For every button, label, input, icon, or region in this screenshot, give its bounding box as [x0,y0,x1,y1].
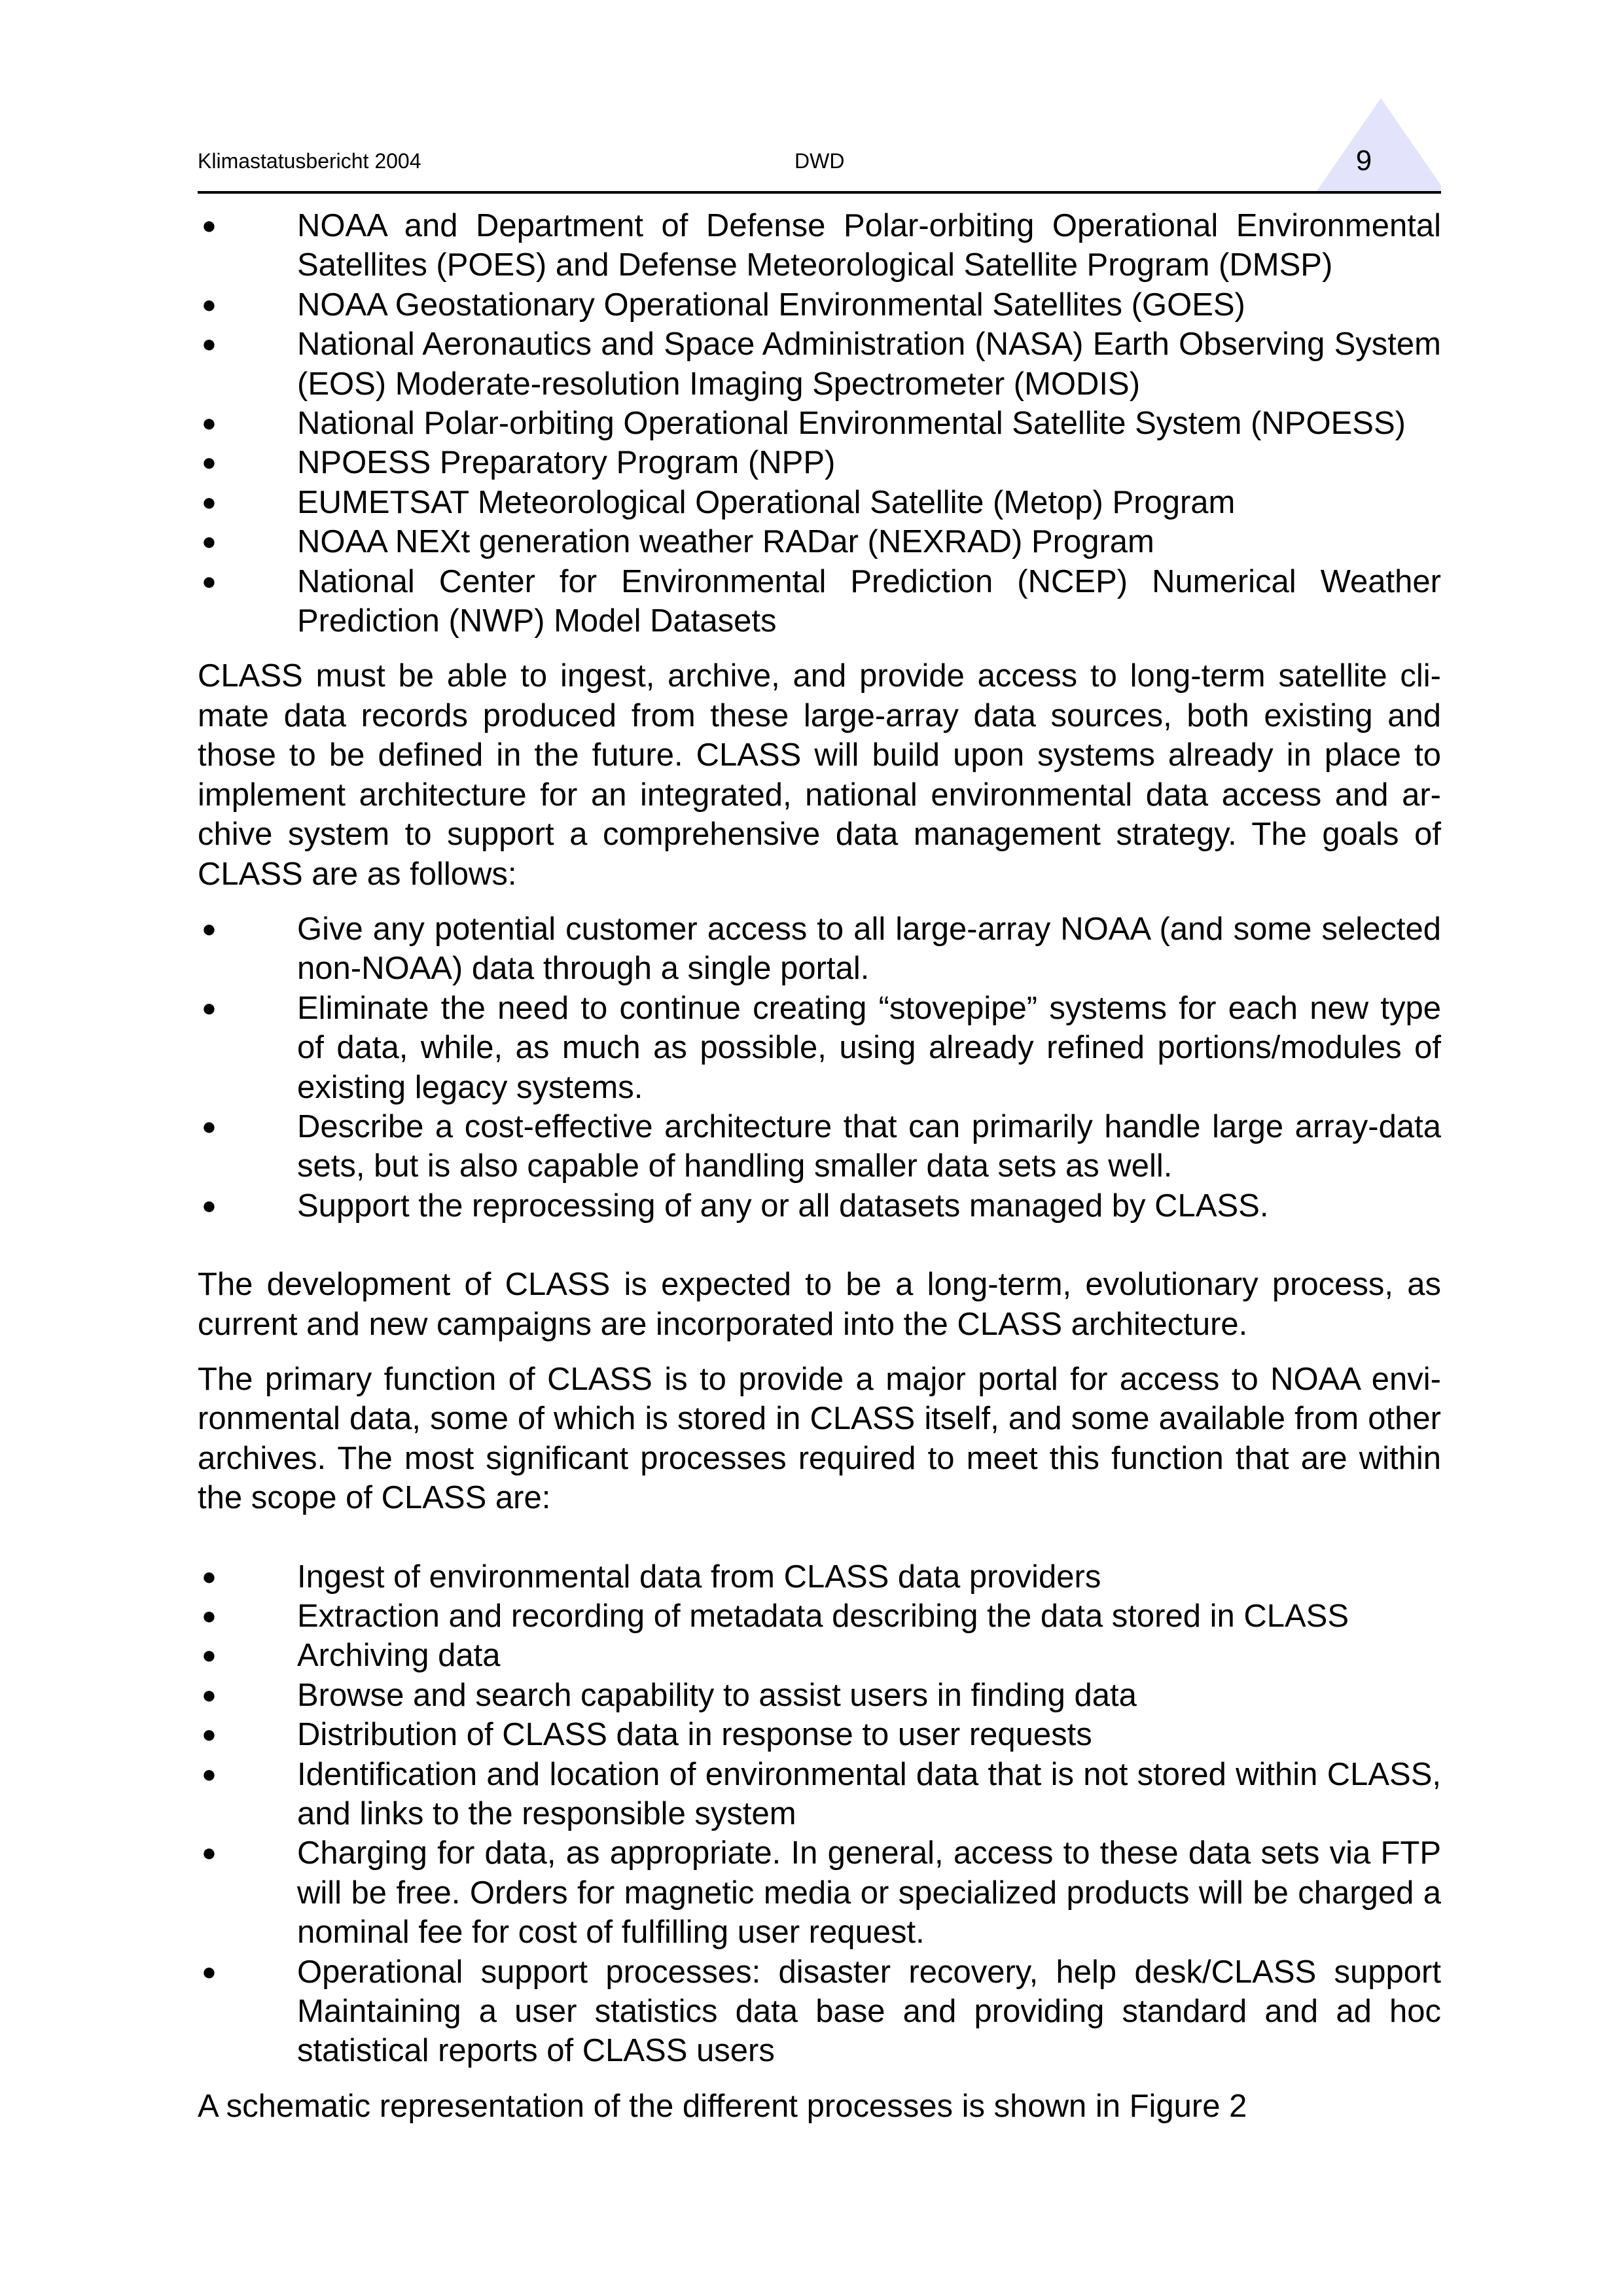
list-item [198,1557,1441,1597]
list-item [198,206,1441,285]
bullet-icon: ● [202,1681,217,1709]
header-report-title: Klimastatusbericht 2004 [198,149,421,173]
list-item-text: National Aeronautics and Space Administration (NASA) Earth Observing System (EOS) Moderate-resolution Imaging Spectrometer (MODIS) [297,327,1441,402]
list-item [198,285,1441,325]
page-content [198,206,1441,2126]
paragraph-class-goals-intro: CLASS must be able to ingest, archive, and provide access to long-term satellite climate data records produced from these large-array data sources, both existing and those to be defined in the future. CLASS will build upon systems already in place to implement architecture for an integrated, national environmental data access and archive system to support a comprehensive data management strategy. The goals of CLASS are as follows: [198,658,1441,892]
bullet-icon: ● [202,1112,217,1140]
list-item-text: NPOESS Preparatory Program (NPP) [297,445,836,481]
bullet-icon: ● [202,488,217,516]
bullet-icon: ● [202,330,217,359]
list-item-text: Support the reprocessing of any or all datasets managed by CLASS. [297,1188,1269,1224]
list-item-text: Identification and location of environmental data that is not stored within CLASS, and links to the responsible system [297,1756,1441,1832]
list-item-text: Archiving data [297,1638,501,1674]
class-goals-list [198,910,1441,1226]
class-processes-list [198,1557,1441,2071]
bullet-icon: ● [202,994,217,1022]
list-item [198,443,1441,482]
paragraph-figure-reference: A schematic representation of the different processes is shown in Figure 2 [198,2088,1247,2124]
list-item-text: EUMETSAT Meteorological Operational Satellite (Metop) Program [297,484,1236,520]
bullet-icon: ● [202,1602,217,1630]
list-item [198,483,1441,522]
list-item [198,1715,1441,1754]
bullet-icon: ● [202,449,217,477]
list-item [198,1676,1441,1715]
list-item-text: Charging for data, as appropriate. In general, access to these data sets via FTP will be free. Orders for magnetic media or specialized products will be charged a nominal fee for cost of fulfilling user request. [297,1835,1441,1951]
list-item [198,989,1441,1107]
list-item-text: National Polar-orbiting Operational Environmental Satellite System (NPOESS) [297,406,1406,442]
bullet-icon: ● [202,567,217,595]
data-sources-list [198,206,1441,641]
list-item-text: Operational support processes: disaster recovery, help desk/CLASS support Maintaining a user statistics data base and providing standard and ad hoc statistical reports of CLASS users [297,1954,1441,2069]
list-item [198,1952,1441,2071]
list-item-text: Eliminate the need to continue creating “stovepipe” systems for each new type of data, while, as much as possible, using already refined portions/modules of existing legacy systems. [297,990,1441,1105]
list-item-text: NOAA NEXt generation weather RADar (NEXRAD) Program [297,524,1154,560]
bullet-icon: ● [202,410,217,438]
triangle-shape [1317,98,1441,191]
list-item-text: Describe a cost-effective architecture that can primarily handle large array-data sets, but is also capable of handling smaller data sets as well. [297,1108,1441,1184]
list-item [198,325,1441,404]
list-item [198,1833,1441,1952]
list-item [198,404,1441,443]
list-item [198,910,1441,989]
list-item-text: National Center for Environmental Prediction (NCEP) Numerical Weather Prediction (NWP) Model Datasets [297,563,1441,639]
list-item-text: NOAA and Department of Defense Polar-orbiting Operational Environmental Satellites (POES) and Defense Meteorological Satellite Program (DMSP) [297,208,1441,283]
list-item-text: Ingest of environmental data from CLASS data providers [297,1559,1101,1595]
page-number-triangle [198,98,1441,192]
bullet-icon: ● [202,1839,217,1867]
bullet-icon: ● [202,291,217,319]
header-rule [198,191,1441,194]
paragraph-development: The development of CLASS is expected to be a long-term, evolutionary process, as current and new campaigns are incorporated into the CLASS architecture. [198,1267,1441,1342]
bullet-icon: ● [202,528,217,556]
header-organization: DWD [794,149,845,173]
list-item [198,1755,1441,1834]
list-item-text: Give any potential customer access to all large-array NOAA (and some selected non-NOAA) data through a single portal. [297,911,1441,987]
list-item-text: Distribution of CLASS data in response to user requests [297,1717,1092,1753]
paragraph-primary-function: The primary function of CLASS is to provide a major portal for access to NOAA environmental data, some of which is stored in CLASS itself, and some available from other archives. The most significant processes required to meet this function that are within the scope of CLASS are: [198,1361,1441,1516]
bullet-icon: ● [202,1642,217,1670]
bullet-icon: ● [202,1760,217,1788]
list-item [198,1597,1441,1636]
list-item [198,522,1441,561]
list-item-text: Extraction and recording of metadata describing the data stored in CLASS [297,1598,1349,1634]
bullet-icon: ● [202,1958,217,1986]
bullet-icon: ● [202,1721,217,1749]
bullet-icon: ● [202,915,217,943]
list-item [198,1636,1441,1675]
page-number: 9 [1355,145,1372,177]
list-item-text: NOAA Geostationary Operational Environmental Satellites (GOES) [297,287,1245,323]
bullet-icon: ● [202,1192,217,1220]
list-item-text: Browse and search capability to assist users in finding data [297,1677,1137,1713]
list-item [198,1107,1441,1186]
list-item [198,1186,1441,1226]
list-item [198,562,1441,641]
bullet-icon: ● [202,212,217,239]
page-header [198,137,1441,192]
bullet-icon: ● [202,1563,217,1591]
